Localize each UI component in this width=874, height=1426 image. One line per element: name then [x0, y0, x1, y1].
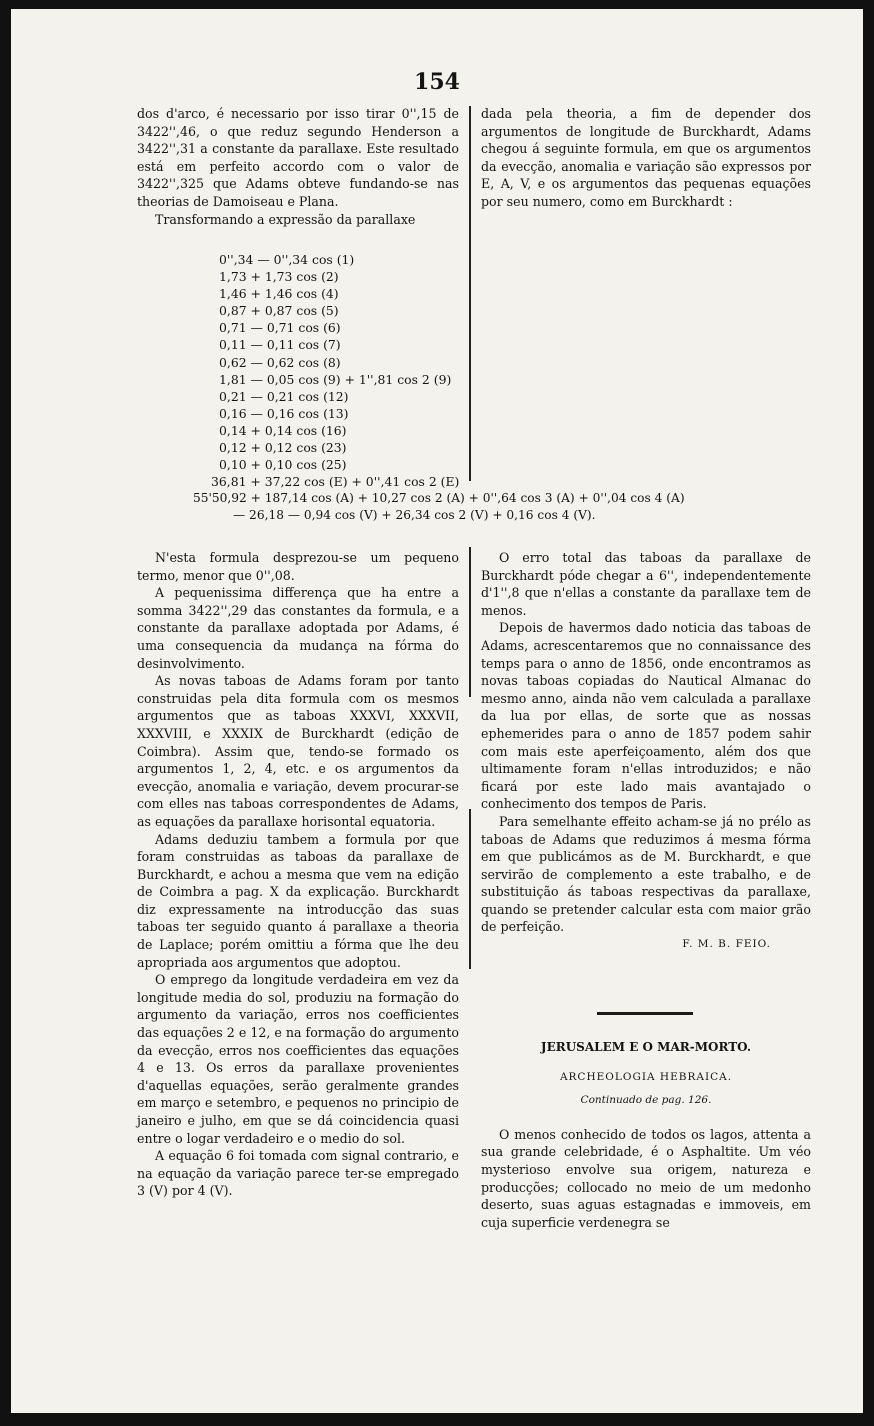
formula-line: 1,81 — 0,05 cos (9) + 1'',81 cos 2 (9): [219, 371, 452, 387]
author-signature: F. M. B. FEIO.: [682, 938, 771, 951]
paragraph: As novas taboas de Adams foram por tanto construidas pela dita formula com os mesmos argumentos que as taboas XXXVI, XXXVII, XXXVIII, e XXXIX de Burckhardt (edição de Coimbra). Assim que, tendo-se formado os argumentos 1, 2, 4, etc. e os argumentos da evecção, anomalia e variação, devem procurar-se com elles nas taboas correspondentes de Adams, as equações da parallaxe horisontal equatoria.: [137, 673, 459, 829]
right-column-bottom: [481, 549, 811, 954]
formula-line: 0,71 — 0,71 cos (6): [219, 320, 341, 336]
formula-line: 0,10 + 0,10 cos (25): [219, 457, 347, 473]
formula-line: 0,12 + 0,12 cos (23): [219, 440, 347, 456]
paragraph: O emprego da longitude verdadeira em vez da longitude media do sol, produziu na formação do argumento da variação, erros nos coefficientes das equações 2 e 12, e na formação do argumento da evecção, erros nos coefficientes das equações 4 e 13. Os erros da parallaxe provenientes d'aquellas equações, serão geralmente grandes em março e setembro, e pequenos no principio de janeiro e julho, em que se dá coincidencia quasi entre o logar verdadeiro e o medio do sol.: [137, 972, 459, 1146]
article-section: [481, 1039, 811, 1231]
paragraph: Depois de havermos dado noticia das taboas de Adams, acrescentaremos que no connaissance des temps para o anno de 1856, onde encontramos as novas taboas copiadas do Nautical Almanac do mesmo anno, ainda não vem calculada a parallaxe da lua por ellas, de sorte que as nossas ephemerides para o anno de 1857 podem sahir com mais este aperfeiçoamento, além dos que ultimamente foram n'ellas introduzidos; e não ficará por este lado mais avantajado o conhecimento dos tempos de Paris.: [481, 620, 811, 812]
paragraph: dada pela theoria, a fim de depender dos argumentos de longitude de Burckhardt, Adams chegou á seguinte formula, em que os argumentos da evecção, anomalia e variação são expressos por E, A, V, e os argumentos das pequenas equações por seu numero, como em Burckhardt :: [481, 106, 811, 209]
column-divider-bottom: [469, 547, 471, 697]
formula-wide: [121, 490, 685, 524]
right-column-top: [481, 105, 811, 211]
formula-line: 36,81 + 37,22 cos (E) + 0'',41 cos 2 (E): [211, 474, 460, 490]
formula-line: 55'50,92 + 187,14 cos (A) + 10,27 cos 2 (A) + 0'',64 cos 3 (A) + 0'',04 cos 4 (A): [193, 491, 685, 505]
article-paragraph: O menos conhecido de todos os lagos, attenta a sua grande celebridade, é o Asphaltite. Um véo mysterioso envolve sua origem, natureza e producções; collocado no meio de um medonho deserto, suas aguas estagnadas e immoveis, em cuja superficie verdenegra se: [481, 1126, 811, 1230]
paragraph: O erro total das taboas da parallaxe de Burckhardt póde chegar a 6'', independentemente d'1'',8 que n'ellas a constante da parallaxe tem de menos.: [481, 550, 811, 618]
formula-line: 0,11 — 0,11 cos (7): [219, 337, 341, 353]
paragraph: Adams deduziu tambem a formula por que foram construidas as taboas da parallaxe de Burckhardt, e achou a mesma que vem na edição de Coimbra a pag. X da explicação. Burckhardt diz expressamente na introducção das suas taboas ter seguido quanto á parallaxe a theoria de Laplace; porém omittiu a fórma que lhe deu apropriada aos argumentos que adoptou.: [137, 831, 459, 970]
section-rule: [597, 1012, 693, 1015]
left-column-top: [137, 105, 459, 228]
formula-line: 0,14 + 0,14 cos (16): [219, 422, 347, 438]
formula-block: [171, 251, 611, 490]
formula-line: 0,21 — 0,21 cos (12): [219, 388, 349, 404]
formula-line: 0,16 — 0,16 cos (13): [219, 405, 349, 421]
article-title: JERUSALEM E O MAR-MORTO.: [540, 1040, 752, 1054]
paragraph: A equação 6 foi tomada com signal contrario, e na equação da variação parece ter-se empregado 3 (V) por 4 (V).: [137, 1148, 459, 1199]
article-subtitle: ARCHEOLOGIA HEBRAICA.: [559, 1070, 733, 1083]
formula-line: 0,62 — 0,62 cos (8): [219, 354, 341, 370]
paragraph: Para semelhante effeito acham-se já no prélo as taboas de Adams que reduzimos á mesma fórma em que publicámos as de M. Burckhardt, e que servirão de complemento a este trabalho, e de substituição ás taboas respectivas da parallaxe, quando se pretender calcular esta com maior grão de perfeição.: [481, 813, 811, 935]
formula-line: — 26,18 — 0,94 cos (V) + 26,34 cos 2 (V) + 0,16 cos 4 (V).: [233, 508, 596, 522]
page-number: 154: [414, 69, 460, 95]
left-column-bottom: [137, 549, 459, 1200]
paragraph: Transformando a expressão da parallaxe: [155, 211, 416, 227]
paragraph: dos d'arco, é necessario por isso tirar 0'',15 de 3422'',46, o que reduz segundo Henderson a 3422'',31 a constante da parallaxe. Este resultado está em perfeito accordo com o valor de 3422'',325 que Adams obteve fundando-se nas theorias de Damoiseau e Plana.: [137, 106, 459, 209]
formula-line: 1,73 + 1,73 cos (2): [219, 269, 339, 285]
newspaper-page: [11, 9, 863, 1413]
column-divider-bottom-2: [469, 809, 471, 969]
paragraph: N'esta formula desprezou-se um pequeno termo, menor que 0'',08.: [137, 550, 459, 583]
article-continued: Continuado de pag. 126.: [580, 1094, 712, 1107]
formula-line: 0'',34 — 0'',34 cos (1): [219, 252, 355, 267]
formula-line: 1,46 + 1,46 cos (4): [219, 286, 339, 302]
paragraph: A pequenissima differença que ha entre a somma 3422'',29 das constantes da formula, e a constante da parallaxe adoptada por Adams, é uma consequencia da mudança na fórma do desinvolvimento.: [137, 585, 459, 671]
formula-line: 0,87 + 0,87 cos (5): [219, 303, 339, 319]
